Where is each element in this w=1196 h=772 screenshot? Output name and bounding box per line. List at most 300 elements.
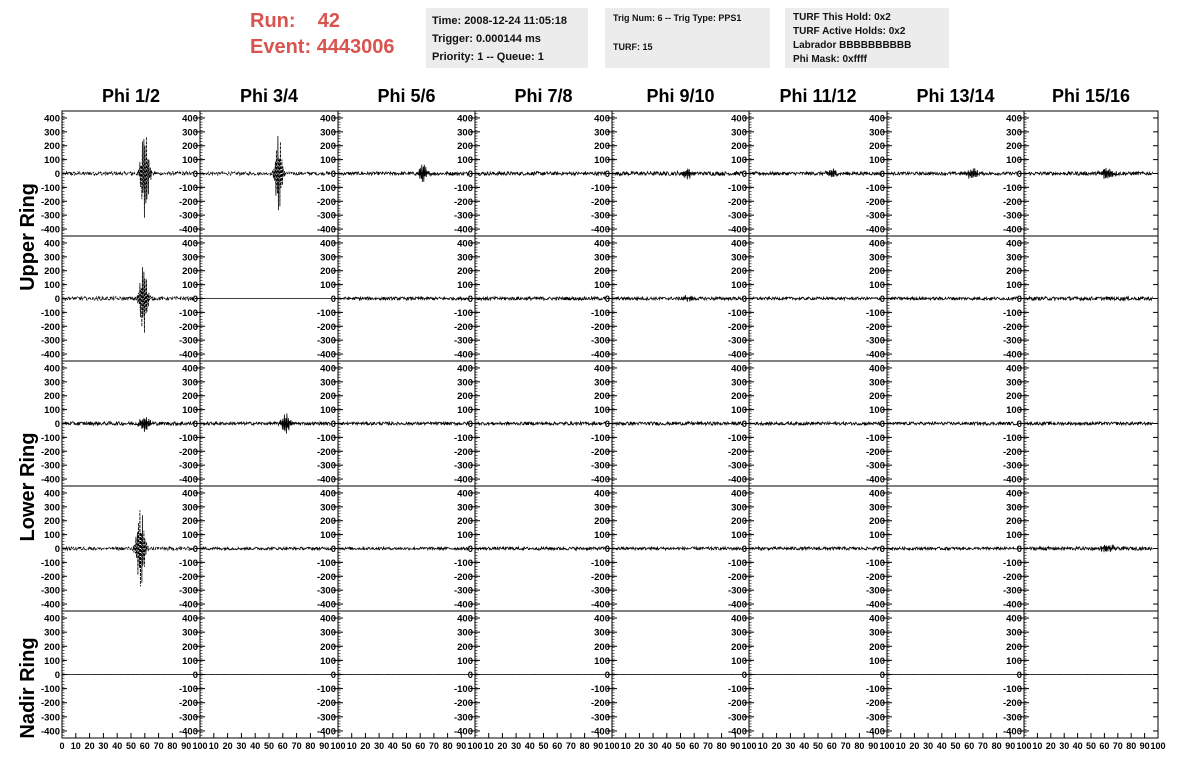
x-tick-label: 70 [977,741,988,751]
y-tick-label: -300 [590,460,610,472]
x-tick-label: 30 [648,741,659,751]
y-tick-label: 200 [1006,516,1022,528]
y-tick-label: 300 [731,377,747,389]
y-tick-label: 400 [731,488,747,500]
y-tick-label: 400 [457,613,473,625]
y-tick-label: -100 [178,182,198,194]
y-tick-label: -400 [316,726,336,738]
y-tick-label: 100 [320,405,336,417]
y-tick-label: 100 [731,280,747,292]
column-header: Phi 11/12 [779,86,857,106]
x-tick-label: 100 [1016,741,1032,751]
y-tick-label: -100 [453,307,473,319]
y-tick-label: -200 [590,698,610,710]
y-tick-label: -200 [178,321,198,333]
y-tick-label: -300 [40,335,60,347]
y-tick-label: -400 [316,224,336,236]
y-tick-label: -100 [453,557,473,569]
y-tick-label: -100 [178,684,198,696]
y-tick-label: -100 [453,684,473,696]
y-tick-label: 100 [1006,530,1022,542]
y-tick-label: -300 [1002,585,1022,597]
y-tick-label: -400 [178,349,198,361]
y-tick-label: 400 [44,613,60,625]
y-tick-label: 400 [594,613,610,625]
time-text: Time: 2008-12-24 11:05:18 [432,15,567,27]
y-tick-label: 0 [330,419,336,430]
x-tick-label: 90 [593,741,604,751]
y-tick-label: 0 [467,294,473,305]
y-tick-label: -400 [727,599,747,611]
x-tick-label: 10 [70,741,81,751]
x-tick-label: 0 [59,741,65,751]
x-tick-label: 20 [222,741,233,751]
y-tick-label: 400 [731,238,747,250]
waveform-panel [866,111,1024,236]
x-tick-label: 80 [854,741,865,751]
y-tick-label: 200 [457,141,473,153]
y-tick-label: 100 [594,655,610,667]
y-tick-label: -400 [1002,726,1022,738]
y-tick-label: 300 [320,127,336,139]
y-tick-label: -200 [1002,196,1022,208]
y-tick-label: 400 [182,488,198,500]
y-tick-label: -100 [178,432,198,444]
x-tick-label: 90 [181,741,192,751]
y-tick-label: -400 [40,224,60,236]
y-tick-label: 300 [44,502,60,514]
y-tick-label: 300 [594,502,610,514]
y-tick-label: -400 [590,599,610,611]
waveform-panel [1003,611,1166,751]
y-tick-label: 400 [594,113,610,125]
y-tick-label: 300 [457,127,473,139]
x-tick-label: 30 [236,741,247,751]
x-tick-label: 100 [1150,741,1166,751]
waveform-trace [615,547,744,550]
column-header: Phi 5/6 [377,86,436,106]
y-tick-label: -200 [590,196,610,208]
waveform-trace [615,295,744,302]
y-tick-label: 400 [44,238,60,250]
y-tick-label: 0 [192,670,198,681]
waveform-panel [179,361,338,486]
waveform-trace [203,136,333,210]
waveform-panel [317,111,475,236]
y-tick-label: -400 [453,599,473,611]
y-tick-label: 200 [44,391,60,403]
y-tick-label: -400 [1002,474,1022,486]
y-tick-label: 0 [879,544,885,555]
y-tick-label: 300 [182,502,198,514]
y-tick-label: 0 [879,169,885,180]
y-tick-label: 200 [182,641,198,653]
y-tick-label: -300 [865,585,885,597]
y-tick-label: 300 [731,627,747,639]
y-tick-label: -300 [727,460,747,472]
y-tick-label: 100 [44,155,60,167]
y-tick-label: 200 [869,266,885,278]
waveform-panel [866,486,1024,611]
waveform-trace [1027,168,1153,179]
y-tick-label: 0 [54,169,60,180]
y-tick-label: -200 [40,196,60,208]
event-label: Event: [250,36,312,58]
x-tick-label: 20 [909,741,920,751]
y-tick-label: 100 [44,280,60,292]
run-value: 42 [317,10,341,32]
y-tick-label: 400 [182,363,198,375]
y-tick-label: -400 [40,474,60,486]
y-tick-label: -200 [453,196,473,208]
y-tick-label: -100 [727,182,747,194]
waveform-panel [454,236,612,361]
y-tick-label: 400 [594,363,610,375]
y-tick-label: 400 [1006,613,1022,625]
y-tick-label: 400 [182,238,198,250]
x-tick-label: 90 [1005,741,1016,751]
y-tick-label: 300 [594,627,610,639]
x-tick-label: 90 [730,741,741,751]
x-tick-label: 50 [812,741,824,751]
waveform-trace [478,172,607,176]
waveform-trace [615,169,744,180]
y-tick-label: -400 [178,224,198,236]
ring-label-lower: Lower Ring [17,432,39,542]
y-tick-label: -200 [316,698,336,710]
x-tick-label: 80 [991,741,1002,751]
y-tick-label: 0 [741,419,747,430]
x-tick-label: 40 [1072,741,1083,751]
y-tick-label: 0 [604,419,610,430]
y-tick-label: 300 [731,252,747,264]
waveform-trace [890,297,1019,300]
y-tick-label: -200 [727,571,747,583]
x-tick-label: 50 [950,741,961,751]
x-tick-label: 30 [785,741,796,751]
y-tick-label: -400 [727,224,747,236]
waveform-panel [866,236,1024,361]
waveform-trace [890,422,1019,425]
y-tick-label: -200 [178,196,198,208]
y-tick-label: -200 [1002,321,1022,333]
y-tick-label: 100 [44,405,60,417]
y-tick-label: 0 [467,169,473,180]
y-tick-label: -200 [178,698,198,710]
y-tick-label: 300 [182,127,198,139]
y-tick-label: 0 [604,544,610,555]
x-tick-label: 20 [360,741,371,751]
waveform-panel [454,486,612,611]
y-tick-label: -100 [316,557,336,569]
panel-frame [1024,486,1158,611]
y-tick-label: 300 [457,252,473,264]
y-tick-label: 400 [320,488,336,500]
y-tick-label: -200 [727,196,747,208]
y-tick-label: -400 [316,349,336,361]
y-tick-label: 400 [320,113,336,125]
y-tick-label: 200 [594,266,610,278]
run-label: Run: [250,10,296,32]
y-tick-label: -200 [727,321,747,333]
x-tick-label: 60 [552,741,563,751]
x-tick-label: 10 [346,741,357,751]
turf-text: TURF: 15 [613,42,653,52]
y-tick-label: 400 [457,113,473,125]
y-tick-label: 400 [1006,488,1022,500]
x-tick-label: 90 [868,741,879,751]
y-tick-label: 200 [182,516,198,528]
y-tick-label: 300 [182,377,198,389]
y-tick-label: 400 [869,613,885,625]
y-tick-label: 100 [457,405,473,417]
y-tick-label: 200 [1006,141,1022,153]
waveform-trace [615,422,744,425]
y-tick-label: 400 [457,238,473,250]
waveform-panel [1003,361,1158,486]
y-tick-label: -300 [1002,335,1022,347]
waveform-panel [728,236,887,361]
x-tick-label: 40 [112,741,123,751]
y-tick-label: 200 [182,266,198,278]
y-tick-label: 400 [869,238,885,250]
y-tick-label: 300 [869,377,885,389]
y-tick-label: -200 [1002,571,1022,583]
y-tick-label: 400 [594,238,610,250]
x-tick-label: 10 [895,741,906,751]
y-tick-label: 100 [1006,405,1022,417]
y-tick-label: 300 [869,252,885,264]
x-tick-label: 20 [497,741,508,751]
x-tick-label: 50 [125,741,137,751]
y-tick-label: -100 [590,307,610,319]
y-tick-label: 0 [604,169,610,180]
y-tick-label: 200 [869,516,885,528]
y-tick-label: 100 [182,655,198,667]
y-tick-label: 200 [320,141,336,153]
y-tick-label: 0 [54,670,60,681]
y-tick-label: -400 [316,599,336,611]
y-tick-label: -300 [316,585,336,597]
y-tick-label: 100 [457,530,473,542]
y-tick-label: 400 [1006,363,1022,375]
waveform-panel [728,361,887,486]
y-tick-label: 200 [320,391,336,403]
y-tick-label: 0 [1016,294,1022,305]
x-tick-label: 70 [702,741,713,751]
x-tick-label: 80 [716,741,727,751]
y-tick-label: 300 [457,377,473,389]
y-tick-label: 200 [594,516,610,528]
y-tick-label: -300 [40,210,60,222]
waveform-panel [41,236,200,361]
waveform-panel [728,111,887,236]
y-tick-label: 200 [869,641,885,653]
waveform-panel [317,361,475,486]
waveform-trace [478,547,607,550]
y-tick-label: -100 [1002,182,1022,194]
y-tick-label: -200 [40,321,60,333]
y-tick-label: 300 [731,502,747,514]
waveform-trace [1027,422,1153,425]
y-tick-label: 400 [869,363,885,375]
y-tick-label: 300 [320,502,336,514]
waveform-trace [752,422,882,425]
y-tick-label: -400 [727,474,747,486]
y-tick-label: -100 [1002,432,1022,444]
waveform-panel [41,486,200,611]
waveform-trace [752,547,882,550]
y-tick-label: -300 [316,712,336,724]
x-tick-label: 70 [840,741,851,751]
waveform-panel [591,361,749,486]
y-tick-label: 200 [1006,641,1022,653]
x-tick-label: 60 [277,741,288,751]
y-tick-label: -100 [865,557,885,569]
y-tick-label: -100 [316,432,336,444]
y-tick-label: 200 [457,391,473,403]
y-tick-label: 100 [1006,655,1022,667]
y-tick-label: 200 [44,141,60,153]
y-tick-label: -200 [453,446,473,458]
y-tick-label: 200 [731,391,747,403]
y-tick-label: 0 [741,169,747,180]
y-tick-label: 100 [869,155,885,167]
y-tick-label: 100 [594,155,610,167]
y-tick-label: 400 [44,113,60,125]
waveform-trace [890,547,1019,550]
y-tick-label: -300 [178,460,198,472]
x-tick-label: 10 [208,741,219,751]
x-tick-label: 90 [1139,741,1150,751]
y-tick-label: -300 [1002,712,1022,724]
y-tick-label: 200 [457,266,473,278]
y-tick-label: 100 [594,405,610,417]
y-tick-label: 300 [182,627,198,639]
y-tick-label: 300 [1006,627,1022,639]
y-tick-label: -200 [316,321,336,333]
y-tick-label: -100 [865,432,885,444]
y-tick-label: 0 [879,294,885,305]
y-tick-label: -200 [865,196,885,208]
y-tick-label: 300 [869,627,885,639]
y-tick-label: -300 [453,210,473,222]
y-tick-label: -200 [453,321,473,333]
y-tick-label: 0 [330,544,336,555]
y-tick-label: 400 [182,613,198,625]
y-tick-label: 0 [879,419,885,430]
y-tick-label: -400 [1002,349,1022,361]
y-tick-label: 0 [54,419,60,430]
y-tick-label: 100 [457,280,473,292]
y-tick-label: 100 [457,655,473,667]
x-tick-label: 100 [741,741,757,751]
y-tick-label: 0 [192,419,198,430]
x-tick-label: 100 [879,741,895,751]
y-tick-label: -400 [453,474,473,486]
y-tick-label: 100 [594,530,610,542]
y-tick-label: -200 [1002,698,1022,710]
y-tick-label: 100 [182,155,198,167]
labrador-text: Labrador BBBBBBBBBB [793,40,912,51]
y-tick-label: -300 [453,335,473,347]
column-header: Phi 9/10 [646,86,715,106]
x-tick-label: 90 [456,741,467,751]
y-tick-label: 300 [594,127,610,139]
y-tick-label: 200 [44,641,60,653]
y-tick-label: 100 [731,530,747,542]
waveform-panel [179,236,338,361]
y-tick-label: 300 [457,502,473,514]
waveform-trace [65,267,195,333]
x-tick-label: 70 [153,741,164,751]
waveform-trace [341,297,470,300]
y-tick-label: 100 [44,530,60,542]
x-tick-label: 50 [675,741,686,751]
x-tick-label: 100 [330,741,346,751]
y-tick-label: -200 [590,321,610,333]
y-tick-label: -400 [590,349,610,361]
y-tick-label: 0 [54,544,60,555]
waveform-trace [1027,545,1153,553]
y-tick-label: 200 [44,516,60,528]
waveform-panel [454,111,612,236]
y-tick-label: -300 [727,712,747,724]
waveform-trace [752,297,882,300]
x-tick-label: 50 [263,741,275,751]
y-tick-label: -300 [316,335,336,347]
waveform-panel [41,111,200,236]
x-tick-label: 30 [923,741,934,751]
x-tick-label: 20 [634,741,645,751]
y-tick-label: -400 [178,474,198,486]
y-tick-label: -100 [40,684,60,696]
y-tick-label: -300 [727,335,747,347]
y-tick-label: 400 [320,613,336,625]
y-tick-label: 300 [320,377,336,389]
y-tick-label: -100 [865,307,885,319]
priority-text: Priority: 1 -- Queue: 1 [432,51,544,63]
waveform-trace [203,413,333,433]
x-tick-label: 50 [401,741,412,751]
y-tick-label: -300 [727,210,747,222]
y-tick-label: -100 [727,557,747,569]
y-tick-label: -300 [453,585,473,597]
x-tick-label: 40 [661,741,672,751]
y-tick-label: -200 [727,446,747,458]
x-tick-label: 100 [467,741,483,751]
y-tick-label: -200 [316,446,336,458]
y-tick-label: 200 [594,141,610,153]
waveform-panel [866,361,1024,486]
y-tick-label: -100 [590,432,610,444]
ring-label-nadir: Nadir Ring [17,637,39,739]
y-tick-label: 100 [457,155,473,167]
y-tick-label: 300 [44,627,60,639]
y-tick-label: -300 [40,585,60,597]
y-tick-label: 400 [182,113,198,125]
y-tick-label: -400 [40,726,60,738]
x-tick-label: 40 [387,741,398,751]
y-tick-label: -200 [1002,446,1022,458]
y-tick-label: 100 [182,405,198,417]
y-tick-label: -200 [40,698,60,710]
y-tick-label: -100 [590,684,610,696]
x-tick-label: 50 [1085,741,1097,751]
y-tick-label: -400 [727,349,747,361]
y-tick-label: 400 [731,613,747,625]
waveform-trace [890,168,1019,178]
